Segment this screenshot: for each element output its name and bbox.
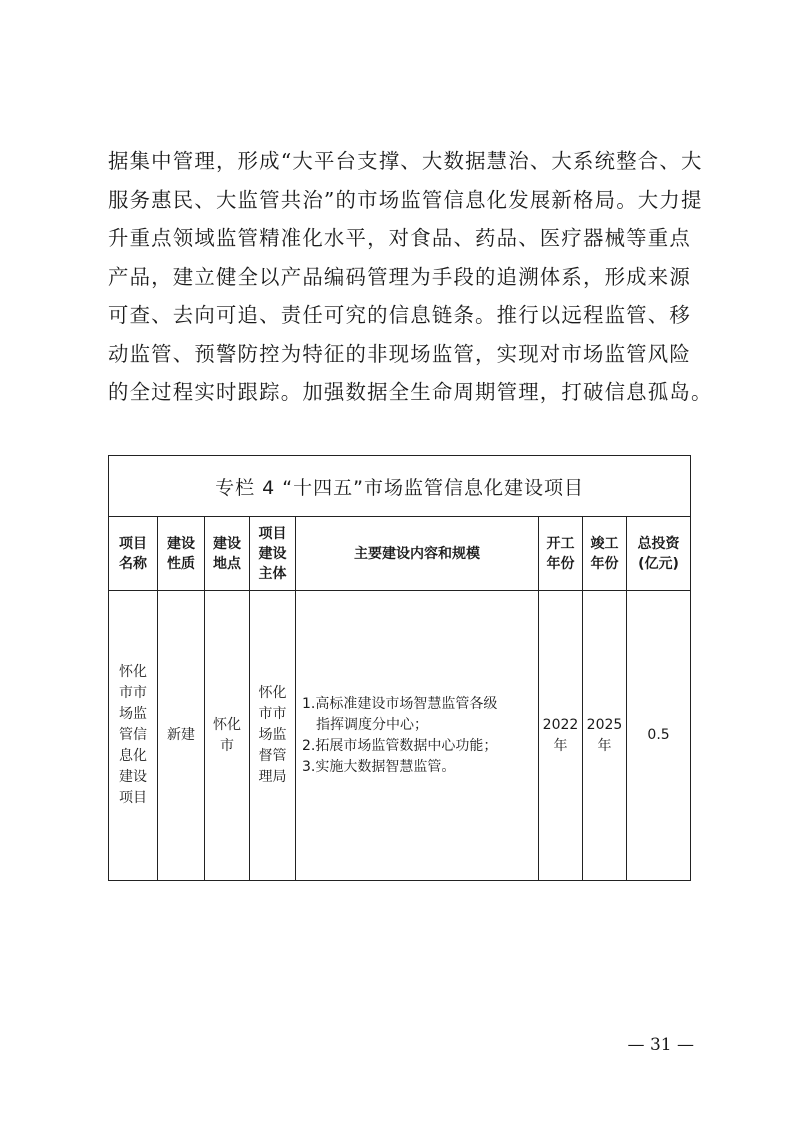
content-item-2: 2.拓展市场监管数据中心功能； xyxy=(302,737,498,754)
content-item-3: 3.实施大数据智慧监管。 xyxy=(302,758,456,775)
table-header-row xyxy=(109,517,691,591)
header-content: 主要建设内容和规模 xyxy=(296,517,539,591)
body-paragraph xyxy=(108,142,713,412)
header-end-year: 竣工 年份 xyxy=(583,517,627,591)
paragraph-line: 可查、去向可追、责任可究的信息链条。推行以远程监管、移 xyxy=(108,303,691,327)
paragraph-line: 动监管、预警防控为特征的非现场监管，实现对市场监管风险 xyxy=(108,341,691,366)
cell-owner: 怀化 市市 场监 督管 理局 xyxy=(250,591,296,881)
cell-content xyxy=(296,591,539,881)
header-location: 建设 地点 xyxy=(205,517,250,591)
paragraph-line: 产品，建立健全以产品编码管理为手段的追溯体系，形成来源 xyxy=(108,264,691,289)
content-item-1: 1.高标准建设市场智慧监管各级 xyxy=(302,695,498,712)
cell-location: 怀化 市 xyxy=(205,591,250,881)
project-table xyxy=(108,455,691,881)
cell-start-year: 2022 年 xyxy=(539,591,583,881)
table-caption: 专栏 4 “十四五”市场监管信息化建设项目 xyxy=(109,456,691,517)
cell-investment: 0.5 xyxy=(627,591,691,881)
page-number: — 31 — xyxy=(627,1035,694,1055)
cell-nature: 新建 xyxy=(158,591,205,881)
paragraph-line: 据集中管理，形成“大平台支撑、大数据慧治、大系统整合、大 xyxy=(108,149,703,173)
header-nature: 建设 性质 xyxy=(158,517,205,591)
paragraph-line: 服务惠民、大监管共治”的市场监管信息化发展新格局。大力提 xyxy=(108,187,703,212)
header-investment: 总投资 (亿元) xyxy=(627,517,691,591)
paragraph-line: 的全过程实时跟踪。加强数据全生命周期管理，打破信息孤岛。 xyxy=(108,380,713,404)
header-start-year: 开工 年份 xyxy=(539,517,583,591)
paragraph-line: 升重点领域监管精准化水平，对食品、药品、医疗器械等重点 xyxy=(108,226,691,250)
header-project-name: 项目 名称 xyxy=(109,517,158,591)
content-item-1-cont: 指挥调度分中心； xyxy=(316,716,428,733)
cell-project-name: 怀化 市市 场监 管信 息化 建设 项目 xyxy=(109,591,158,881)
table-row xyxy=(109,591,691,881)
header-owner: 项目 建设 主体 xyxy=(250,517,296,591)
cell-end-year: 2025 年 xyxy=(583,591,627,881)
